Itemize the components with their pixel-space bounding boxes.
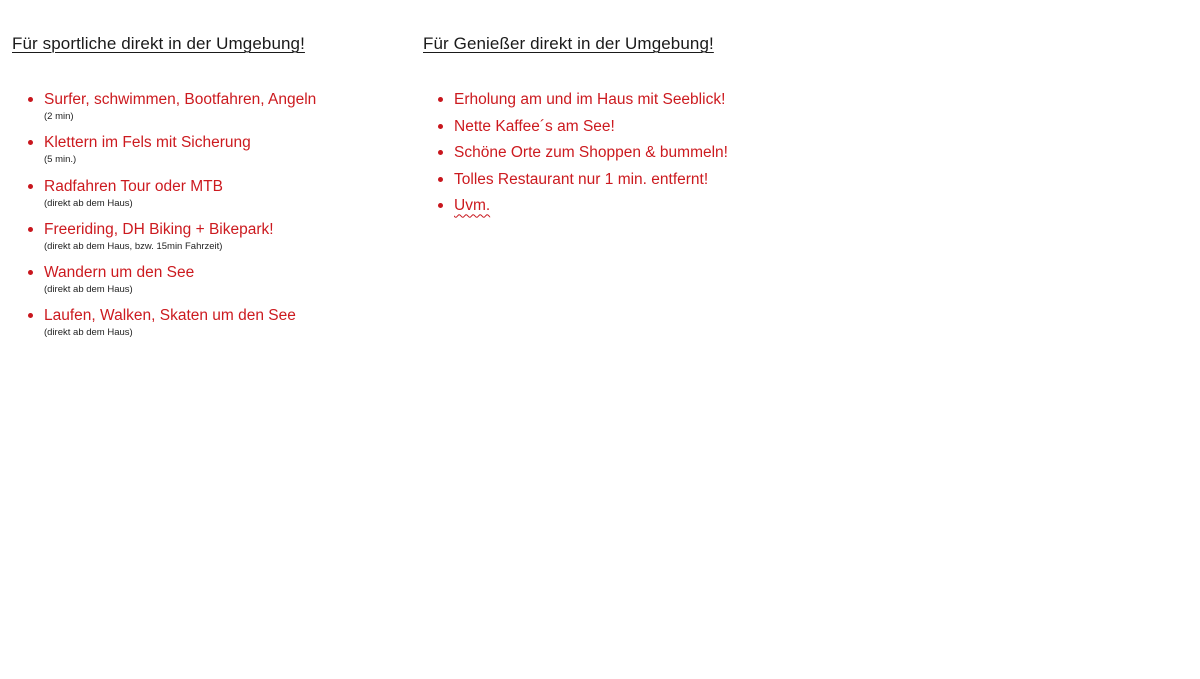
- list-item: [28, 133, 316, 176]
- list-item: [438, 90, 728, 117]
- list-item-note: (direkt ab dem Haus): [44, 197, 133, 209]
- list-item-text: Nette Kaffee´s am See!: [454, 117, 615, 135]
- list-item-text: Schöne Orte zum Shoppen & bummeln!: [454, 144, 728, 162]
- list-item: [438, 117, 728, 144]
- list-item-text: Uvm.: [454, 197, 491, 215]
- list-item: [28, 90, 316, 133]
- list-item-note: (2 min): [44, 111, 74, 122]
- bullet-icon: [438, 150, 443, 155]
- list-item: [438, 170, 728, 197]
- list-item-note: (direkt ab dem Haus): [44, 327, 133, 339]
- sports-column: [12, 34, 407, 339]
- list-item-text: Freeriding, DH Biking + Bikepark!: [44, 220, 274, 238]
- leisure-list: [438, 90, 728, 223]
- bullet-icon: [28, 313, 33, 318]
- bullet-icon: [28, 140, 33, 145]
- list-item-text: Radfahren Tour oder MTB: [44, 177, 223, 195]
- leisure-column: [423, 34, 823, 215]
- bullet-icon: [28, 97, 33, 102]
- list-item-text: Erholung am und im Haus mit Seeblick!: [454, 91, 726, 108]
- list-item: [28, 177, 316, 220]
- bullet-icon: [438, 177, 443, 182]
- bullet-icon: [28, 184, 33, 189]
- bullet-icon: [28, 270, 33, 275]
- list-item: [28, 220, 316, 263]
- bullet-icon: [438, 97, 443, 102]
- bullet-icon: [438, 203, 443, 208]
- list-item-text: Wandern um den See: [44, 264, 195, 282]
- list-item-note: (5 min.): [44, 154, 77, 166]
- list-item: [28, 306, 316, 349]
- list-item: [438, 143, 728, 170]
- list-item-text: Tolles Restaurant nur 1 min. entfernt!: [454, 170, 709, 188]
- list-item-text: Surfer, schwimmen, Bootfahren, Angeln: [44, 91, 317, 108]
- bullet-icon: [28, 227, 33, 232]
- list-item-text: Klettern im Fels mit Sicherung: [44, 134, 251, 152]
- list-item-note: (direkt ab dem Haus): [44, 284, 133, 296]
- list-item-text: Laufen, Walken, Skaten um den See: [44, 307, 296, 325]
- bullet-icon: [438, 124, 443, 129]
- sports-heading: Für sportliche direkt in der Umgebung!: [12, 34, 305, 53]
- list-item: [28, 263, 316, 306]
- sports-list: [28, 90, 316, 350]
- leisure-heading: Für Genießer direkt in der Umgebung!: [423, 34, 714, 53]
- list-item: [438, 196, 728, 223]
- list-item-note: (direkt ab dem Haus, bzw. 15min Fahrzeit): [44, 240, 223, 252]
